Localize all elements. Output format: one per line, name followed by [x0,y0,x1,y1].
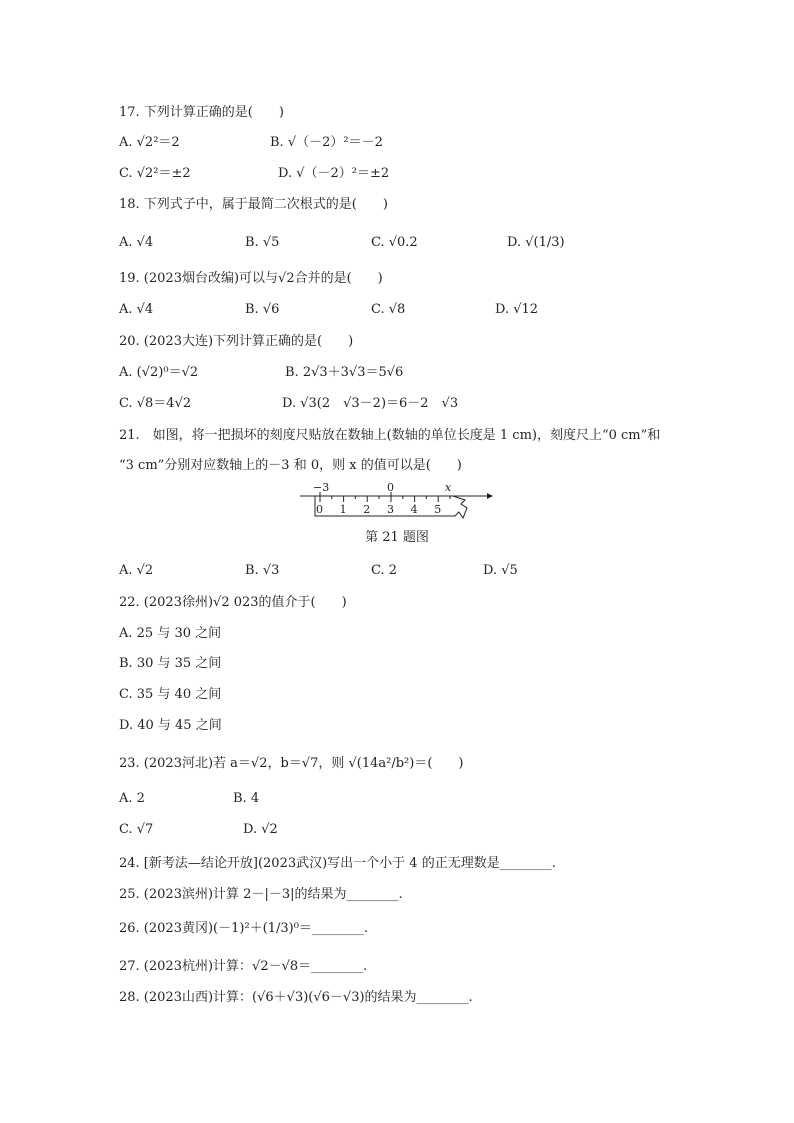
question-21-stem-line1: 21. 如图，将一把损坏的刻度尺贴放在数轴上(数轴的单位长度是 1 cm)，刻度尺上“0 cm”和 [119,428,661,443]
question-22-option-b: B. 30 与 35 之间 [119,656,222,671]
question-22-stem: 22. (2023徐州)√2 023的值介于( ) [119,595,347,610]
axis-label-0: 0 [387,481,394,494]
question-19-option-a: A. √4 [119,302,154,317]
question-23-stem: 23. (2023河北)若 a＝√2，b＝√7，则 √(14a²/b²)＝( ) [119,756,464,771]
question-23-option-a: A. 2 [119,791,145,806]
question-17-option-b: B. √（－2）²＝－2 [270,135,383,150]
axis-arrow-icon [487,493,493,499]
question-18-option-b: B. √5 [245,235,280,250]
question-28-stem: 28. (2023山西)计算：(√6＋√3)(√6－√3)的结果为________. [119,990,473,1005]
question-22-option-a: A. 25 与 30 之间 [119,626,222,641]
question-23-option-d: D. √2 [243,822,278,837]
question-18-stem: 18. 下列式子中，属于最简二次根式的是( ) [119,197,388,212]
ruler-ticks [320,496,450,502]
question-17-stem: 17. 下列计算正确的是( ) [119,105,284,120]
axis-label-neg3: −3 [313,481,330,494]
question-26-stem: 26. (2023黄冈)(－1)²＋(1/3)⁰＝________. [119,921,369,936]
question-19-option-b: B. √6 [245,302,280,317]
question-21-option-c: C. 2 [371,563,398,578]
question-18-option-c: C. √0.2 [371,235,418,250]
question-23-option-b: B. 4 [233,791,260,806]
number-line-ruler-figure [295,480,500,522]
question-17-option-d: D. √（－2）²＝±2 [278,166,390,181]
question-22-option-c: C. 35 与 40 之间 [119,687,222,702]
axis-label-x: x [445,481,452,494]
question-21-option-b: B. √3 [245,563,280,578]
question-20-option-d: D. √3(2 √3－2)＝6－2 √3 [282,396,459,411]
question-25-stem: 25. (2023滨州)计算 2－|－3|的结果为________. [119,887,403,902]
question-17-option-c: C. √2²＝±2 [119,166,191,181]
ruler-label-2: 2 [363,503,371,516]
question-21-option-d: D. √5 [483,563,518,578]
question-17-option-a: A. √2²＝2 [119,135,180,150]
question-21-stem-line2: “3 cm”分别对应数轴上的－3 和 0，则 x 的值可以是( ) [119,458,462,473]
question-23-option-c: C. √7 [119,822,154,837]
question-20-stem: 20. (2023大连)下列计算正确的是( ) [119,334,354,349]
ruler-label-1: 1 [339,503,347,516]
question-19-option-d: D. √12 [495,302,539,317]
ruler-label-4: 4 [410,503,418,516]
question-24-stem: 24. [新考法—结论开放](2023武汉)写出一个小于 4 的正无理数是________. [119,856,556,871]
question-20-option-b: B. 2√3＋3√3＝5√6 [285,365,404,380]
question-21-option-a: A. √2 [119,563,154,578]
question-20-option-a: A. (√2)⁰＝√2 [119,365,199,380]
question-19-option-c: C. √8 [371,302,406,317]
figure-21-caption: 第 21 题图 [365,530,429,545]
ruler-label-0: 0 [316,503,323,516]
question-27-stem: 27. (2023杭州)计算：√2－√8＝________. [119,959,368,974]
ruler-label-3: 3 [387,503,394,516]
question-18-option-d: D. √(1/3) [507,235,565,250]
question-22-option-d: D. 40 与 45 之间 [119,718,222,733]
ruler-label-5: 5 [434,503,442,516]
question-19-stem: 19. (2023烟台改编)可以与√2合并的是( ) [119,271,383,286]
question-18-option-a: A. √4 [119,235,154,250]
question-20-option-c: C. √8＝4√2 [119,396,192,411]
